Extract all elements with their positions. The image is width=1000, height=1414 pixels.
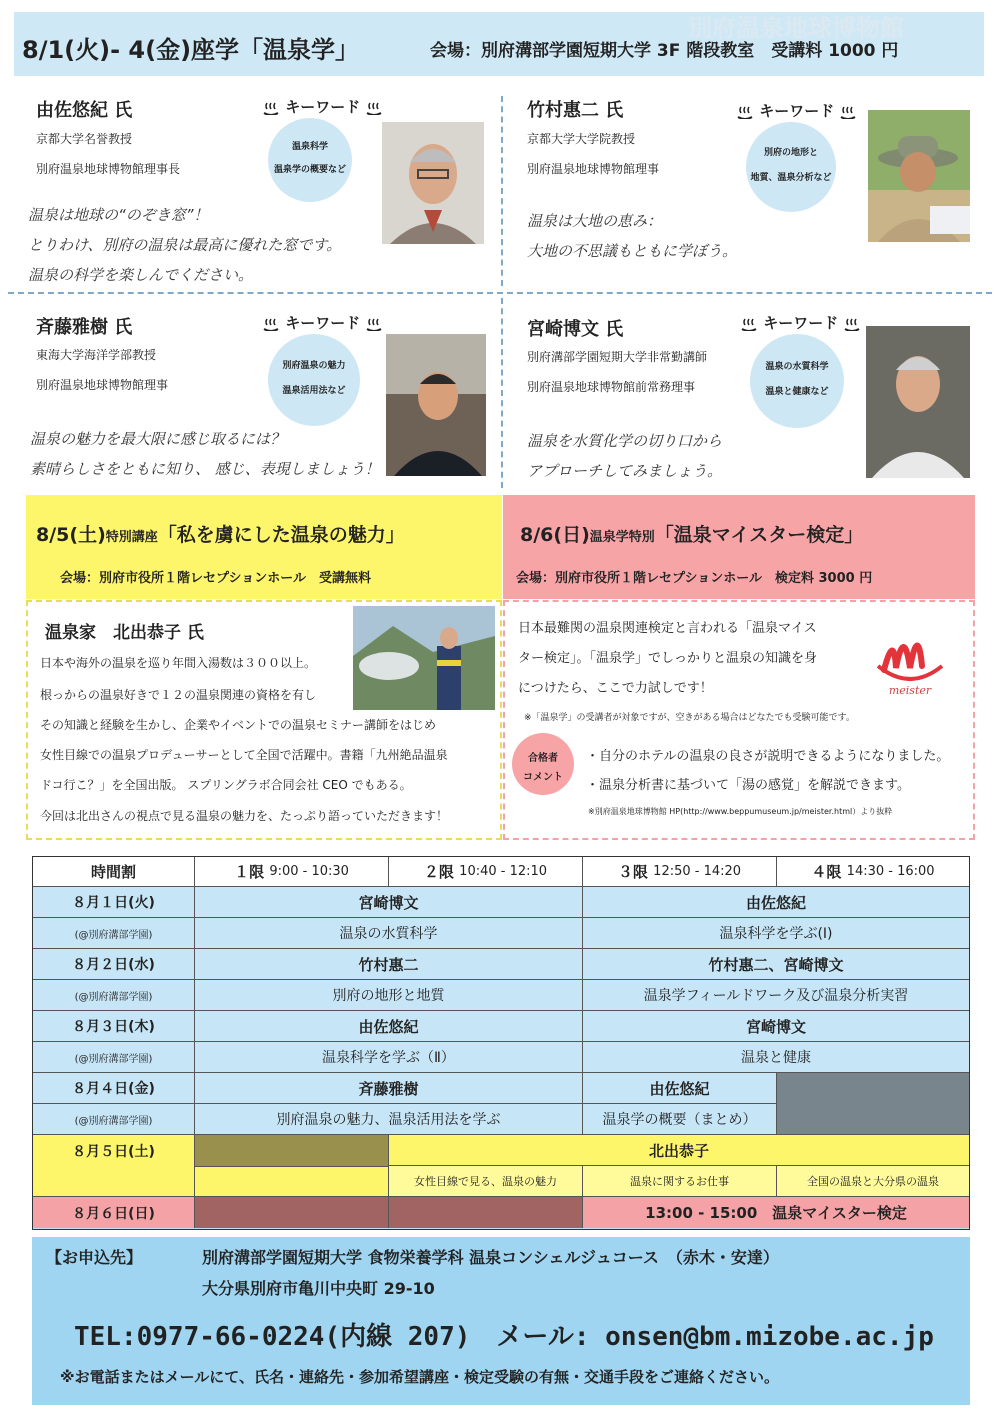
- meister-desc-line: ター検定」。「温泉学」でしっかりと温泉の知識を身: [518, 651, 818, 666]
- contact-org: 別府溝部学園短期大学 食物栄養学科 温泉コンシェルジュコース （赤木・安達）: [202, 1248, 779, 1267]
- passer-comment: ・温泉分析書に基づいて「湯の感覚」を解説できます。: [586, 778, 910, 793]
- am-topic: 温泉の水質科学: [195, 918, 583, 949]
- lecturer-quote: 温泉の魅力を最大限に感じ取るには？: [30, 430, 286, 448]
- lecturer-quote: とりわけ、別府の温泉は最高に優れた窓です。: [28, 236, 342, 254]
- hot-spring-icon: [365, 317, 383, 331]
- speaker-photo: [353, 606, 495, 710]
- pm-lecturer: 由佐悠紀: [583, 887, 969, 918]
- empty-slot: [195, 1197, 389, 1228]
- hot-spring-icon: [843, 317, 861, 331]
- lecturer-photo: [382, 122, 484, 244]
- contact-tel-email: TEL:0977-66-0224(内線 207) メール: onsen@bm.mizobe.ac.jp: [74, 1322, 934, 1352]
- lecturer-name: 竹村惠二 氏: [527, 100, 624, 121]
- hot-spring-icon: [736, 105, 754, 119]
- lecturer-photo: [866, 326, 970, 478]
- lecturer-photo: [868, 110, 970, 242]
- empty-slot: [389, 1197, 583, 1228]
- period-header: ４限 14:30 - 16:00: [777, 857, 969, 887]
- day-date: ８月４日(金): [33, 1073, 195, 1104]
- day5-lecturer: 北出恭子: [389, 1135, 969, 1166]
- lecturer-quote: 温泉は地球の“のぞき窓”！: [28, 206, 209, 224]
- keyword-heading: キーワード: [736, 100, 857, 121]
- day-venue: (@別府溝部学園): [33, 980, 195, 1011]
- hot-spring-icon: [740, 317, 758, 331]
- empty-slot: [777, 1073, 969, 1135]
- day5-topic: 温泉に関するお仕事: [583, 1166, 777, 1197]
- meister-exam-title: 8/6(日)温泉学特別「温泉マイスター検定」: [520, 524, 864, 546]
- course-venue: 会場：別府溝部学園短期大学 3F 階段教室 受講料 1000 円: [430, 41, 899, 61]
- day-venue: (@別府溝部学園): [33, 1104, 195, 1135]
- keyword-circle: 温泉科学 温泉学の概要など: [268, 118, 352, 202]
- museum-watermark: 別府温泉地球博物館: [688, 14, 904, 42]
- passer-comment: ・自分のホテルの温泉の良さが説明できるようになりました。: [586, 749, 950, 764]
- schedule-header-label: 時間割: [33, 857, 195, 887]
- period-header: １限 9:00 - 10:30: [195, 857, 389, 887]
- pm-topic: 温泉科学を学ぶ(Ⅰ): [583, 918, 969, 949]
- day-date: ８月３日(木): [33, 1011, 195, 1042]
- speaker-bio-line: ドコ行こ？」を全国出版。 スプリングラボ合同会社 CEO でもある。: [40, 778, 412, 792]
- pm-topic: 温泉と健康: [583, 1042, 969, 1073]
- am-lecturer: 斉藤雅樹: [195, 1073, 583, 1104]
- keyword-heading: キーワード: [262, 312, 383, 333]
- lecturer-title: 京都大学大学院教授: [527, 132, 636, 146]
- contact-note: ※お電話またはメールにて、氏名・連絡先・参加希望講座・検定受験の有無・交通手段をご連絡ください。: [60, 1368, 779, 1386]
- keyword-heading: キーワード: [262, 96, 383, 117]
- lecturer-title: 別府溝部学園短期大学非常勤講師: [527, 350, 708, 364]
- empty-slot: [195, 1135, 389, 1166]
- am-lecturer: 宮崎博文: [195, 887, 583, 918]
- lecturer-quote: 温泉の科学を楽しんでください。: [28, 266, 254, 284]
- keyword-circle: 温泉の水質科学 温泉と健康など: [750, 334, 844, 428]
- lecturer-photo: [386, 334, 486, 476]
- lecturer-title: 東海大学海洋学部教授: [36, 348, 157, 362]
- lecturer-title: 別府温泉地球博物館理事: [527, 162, 660, 176]
- speaker-name: 温泉家 北出恭子 氏: [45, 623, 204, 643]
- day-date: ８月１日(火): [33, 887, 195, 918]
- lecturer-quote: アプローチしてみましょう。: [527, 462, 723, 480]
- hot-spring-icon: [262, 317, 280, 331]
- pm-lecturer: 宮崎博文: [583, 1011, 969, 1042]
- day5-topic: 女性目線で見る、温泉の魅力: [389, 1166, 583, 1197]
- meister-logo-word: meister: [888, 684, 932, 697]
- am-topic: 温泉科学を学ぶ（Ⅱ）: [195, 1042, 583, 1073]
- lecturer-name: 宮崎博文 氏: [527, 319, 624, 340]
- pm-lecturer: 竹村惠二、宮崎博文: [583, 949, 969, 980]
- passer-badge: 合格者 コメント: [512, 733, 574, 795]
- special-lecture-title: 8/5(土)特別講座「私を虜にした温泉の魅力」: [36, 524, 405, 546]
- speaker-bio-line: 女性目線での温泉プロデューサーとして全国で活躍中。書籍「九州絶品温泉: [40, 748, 448, 762]
- lecturer-quote: 大地の不思議もともに学ぼう。: [527, 242, 738, 260]
- lecturer-name: 斉藤雅樹 氏: [36, 317, 133, 338]
- day-date: ８月２日(水): [33, 949, 195, 980]
- pm-lecturer: 由佐悠紀: [583, 1073, 777, 1104]
- speaker-bio-line: 根っからの温泉好きで１２の温泉関連の資格を有し: [40, 688, 317, 702]
- lecturer-quote: 温泉は大地の恵み：: [527, 212, 663, 230]
- meister-exam-venue: 会場：別府市役所１階レセプションホール 検定料 3000 円: [516, 571, 873, 586]
- lecturer-quote: 素晴らしさをともに知り、 感じ、表現しましょう！: [30, 460, 380, 478]
- lecturer-name: 由佐悠紀 氏: [36, 100, 133, 121]
- pm-topic: 温泉学の概要（まとめ）: [583, 1104, 777, 1135]
- lecturer-title: 京都大学名誉教授: [36, 132, 133, 146]
- lecturer-title: 別府温泉地球博物館理事: [36, 378, 169, 392]
- hot-spring-icon: [839, 105, 857, 119]
- day5-topic: 全国の温泉と大分県の温泉: [777, 1166, 969, 1197]
- day-date: ８月５日(土): [33, 1135, 195, 1197]
- special-lecture-venue: 会場：別府市役所１階レセプションホール 受講無料: [60, 571, 371, 586]
- speaker-bio-line: 日本や海外の温泉を巡り年間入湯数は３００以上。: [40, 656, 317, 670]
- period-header: ３限 12:50 - 14:20: [583, 857, 777, 887]
- speaker-bio-line: その知識と経験を生かし、企業やイベントでの温泉セミナー講師をはじめ: [40, 718, 437, 732]
- schedule-table: [32, 856, 970, 1230]
- keyword-heading: キーワード: [740, 312, 861, 333]
- day-venue: (@別府溝部学園): [33, 1042, 195, 1073]
- pm-topic: 温泉学フィールドワーク及び温泉分析実習: [583, 980, 969, 1011]
- meister-logo-icon: [870, 612, 950, 682]
- am-topic: 別府温泉の魅力、温泉活用法を学ぶ: [195, 1104, 583, 1135]
- keyword-circle: 別府の地形と 地質、温泉分析など: [746, 122, 836, 212]
- lecturer-title: 別府温泉地球博物館理事長: [36, 162, 181, 176]
- lecturer-quote: 温泉を水質化学の切り口から: [527, 432, 723, 450]
- empty-slot: [195, 1166, 389, 1197]
- divider: [501, 96, 503, 286]
- hot-spring-icon: [262, 101, 280, 115]
- am-lecturer: 竹村惠二: [195, 949, 583, 980]
- day-venue: (@別府溝部学園): [33, 918, 195, 949]
- am-topic: 別府の地形と地質: [195, 980, 583, 1011]
- divider: [501, 298, 503, 488]
- meister-desc-line: 日本最難関の温泉関連検定と言われる「温泉マイス: [518, 621, 817, 636]
- contact-label: 【お申込先】: [46, 1248, 143, 1267]
- meister-logo: [870, 612, 950, 696]
- meister-desc-line: につけたら、ここで力試しです！: [518, 681, 713, 696]
- course-title: 8/1(火)- 4(金)座学「温泉学」: [22, 36, 360, 64]
- lecturer-title: 別府温泉地球博物館前常務理事: [527, 380, 696, 394]
- keyword-circle: 別府温泉の魅力 温泉活用法など: [268, 334, 360, 426]
- speaker-bio-line: 今回は北出さんの視点で見る温泉の魅力を、たっぷり語っていただきます！: [40, 809, 449, 823]
- meister-source: ※別府温泉地球博物館 HP(http://www.beppumuseum.jp/meister.html）より抜粋: [588, 807, 893, 816]
- period-header: ２限 10:40 - 12:10: [389, 857, 583, 887]
- hot-spring-icon: [365, 101, 383, 115]
- contact-address: 大分県別府市亀川中央町 29-10: [202, 1279, 435, 1298]
- divider: [8, 292, 992, 294]
- am-lecturer: 由佐悠紀: [195, 1011, 583, 1042]
- day6-exam: 13:00 - 15:00 温泉マイスター検定: [583, 1197, 969, 1228]
- meister-note: ※「温泉学」の受講者が対象ですが、空きがある場合はどなたでも受験可能です。: [524, 713, 855, 723]
- day-date: ８月６日(日): [33, 1197, 195, 1228]
